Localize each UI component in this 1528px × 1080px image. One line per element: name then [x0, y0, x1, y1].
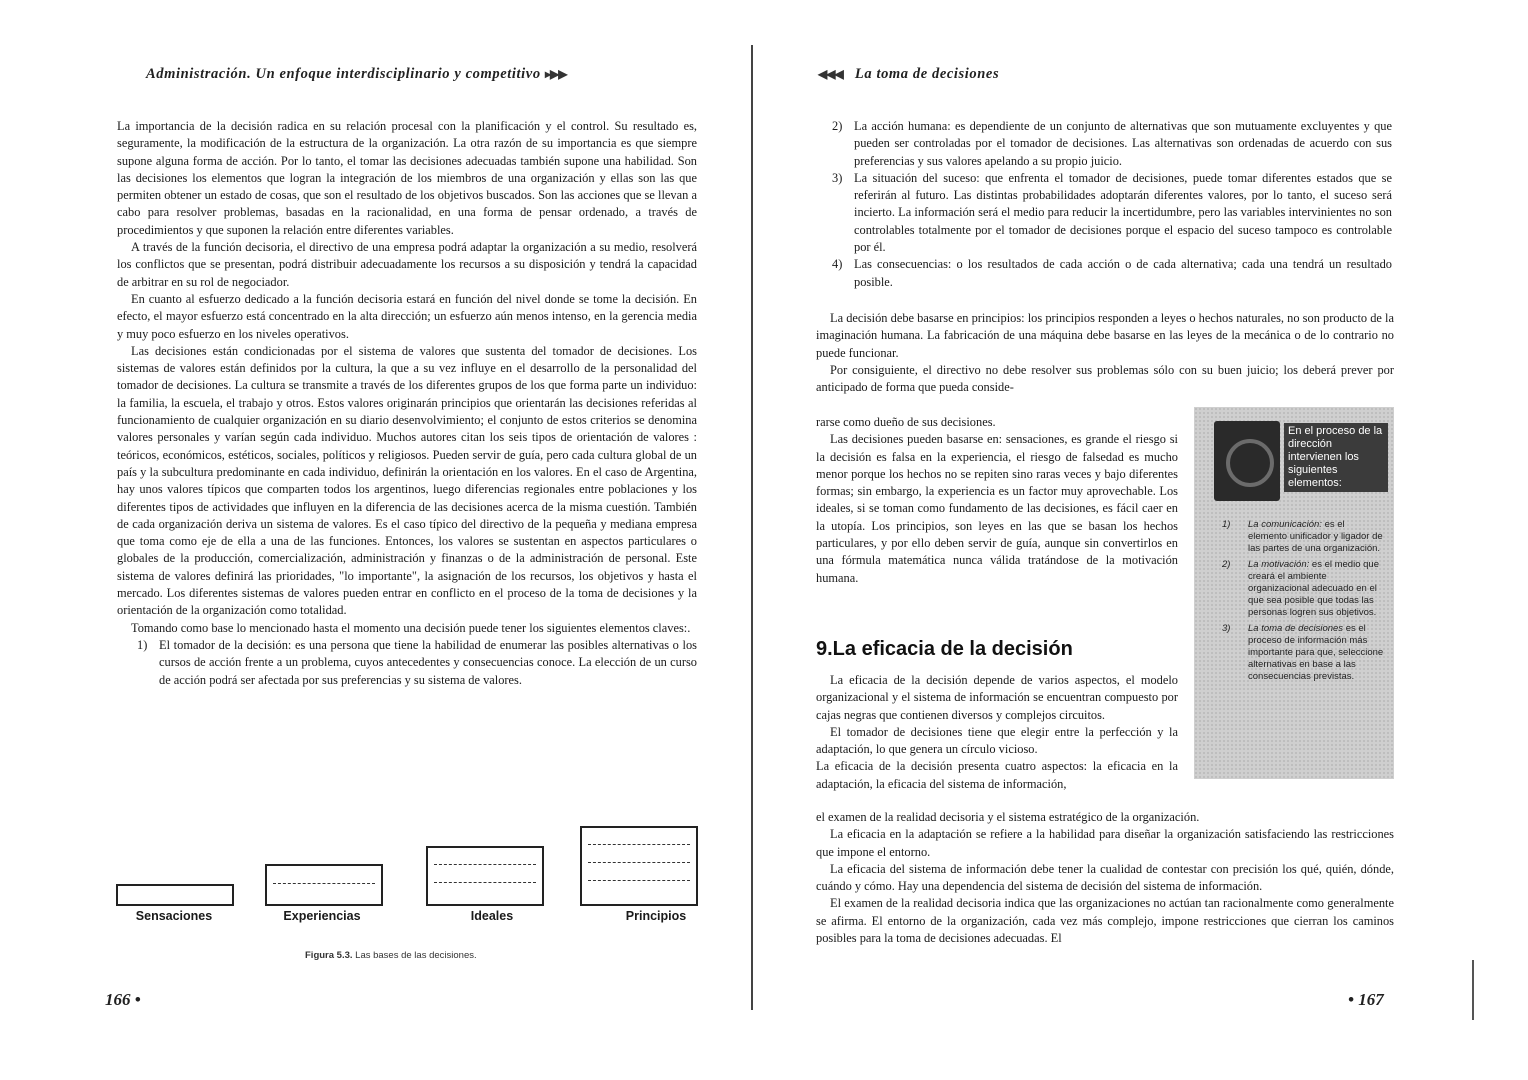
paragraph: el examen de la realidad decisoria y el sistema estratégico de la organización.	[816, 810, 1200, 824]
paragraph: La eficacia en la adaptación se refiere a la habilidad para diseñar la organización satisfaciendo las restricciones que impone el entorno.	[816, 827, 1394, 859]
sidebar-item	[1222, 623, 1386, 683]
list-item-number: 1)	[137, 637, 148, 652]
fig-dash-line	[588, 880, 690, 881]
paragraph: Por consiguiente, el directivo no debe resolver sus problemas sólo con su buen juicio; los deberá prever por anticipado de forma que pueda conside-	[816, 362, 1394, 395]
paragraph: A través de la función decisoria, el directivo de una empresa podrá adaptar la organización a su medio, resolverá los conflictos que se presentan, podrá distribuir adecuadamente los recursos a su disposición y tendrá la capacidad de arbitrar en su rol de negociador.	[117, 240, 697, 289]
right-page	[760, 0, 1528, 1080]
fig-label-sensaciones: Sensaciones	[135, 909, 213, 923]
fig-dash-line	[588, 862, 690, 863]
fig-box-ideales	[426, 846, 544, 906]
photo-ring-icon	[1226, 439, 1274, 487]
list-item	[832, 256, 1392, 291]
fig-box-sensaciones	[116, 884, 234, 906]
list-item-text: La situación del suceso: que enfrenta el tomador de decisiones, puede tomar diferentes estados que se referirán al futuro. Las distintas probabilidades adoptarán diferentes valores, por lo tanto, el suceso será incierto. La información será el medio para reducir la incertidumbre, pero las variables intervinientes no son controlables totalmente por el tomador de decisiones porque el espacio del suceso tampoco es controlable por él.	[854, 170, 1392, 255]
left-page-number: 166 •	[105, 990, 141, 1009]
paragraph: El tomador de decisiones tiene que elegir entre la perfección y la adaptación, lo que genera un círculo vicioso.	[816, 724, 1178, 757]
list-item	[832, 170, 1392, 256]
right-list-text	[832, 118, 1392, 291]
paragraph: Las decisiones están condicionadas por el sistema de valores que sustenta del tomador de decisiones. Los sistemas de valores están definidos por la cultura, la que a su vez influye en el desarrollo de la personalidad del tomador de decisiones. La cultura se transmite a través de los diferentes grupos de los que forma parte un individuo: la familia, la escuela, el trabajo y otros. Estos valores originarán principios que orientarán las decisiones referidas al funcionamiento de cualquier organización en su diario desenvolvimiento; el conjunto de estos criterios se denomina valores personales y varían según cada individuo. Muchos autores citan los seis tipos de orientación de valores : teóricos, económicos, estéticos, sociales, políticos y religiosos. Pueden servir de guía, pero cada cultura global de un país y la subcultura predominante en cada individuo, definirán la orientación en los valores. En el caso de Argentina, hay unos valores típicos que comparten todos los argentinos, luego diferencias regionales entre poblaciones y los diferentes tipos de actividades que influyen en la diferencia de las decisiones acerca de la misma cuestión. También de cada organización deriva un sistema de valores. Es el caso típico del directivo de la pequeña y mediana empresa que toma como eje de ella a una de las funciones. Entonces, los valores se sustentan en aspectos particulares o globales de la producción, comercialización, administración y finanzas o de la administración de personal. Este sistema de valores definirá las prioridades, "lo importante", la asignación de los recursos, los objetivos y hasta el mercado. Los diferentes sistemas de valores pueden entrar en conflicto en el proceso de la toma de decisiones y la orientación de la organización como totalidad.	[117, 343, 697, 618]
sidebar-item-body	[1248, 623, 1386, 683]
right-narrow-text-1	[816, 414, 1178, 587]
paragraph: La decisión debe basarse en principios: los principios responden a leyes o hechos naturales, no son producto de la imaginación humana. La fabricación de una máquina debe basarse en las leyes de la mecánica o de lo contrario no puede funcionar.	[816, 311, 1394, 360]
fig-label-experiencias: Experiencias	[283, 909, 361, 923]
fig-dash-line	[588, 844, 690, 845]
paragraph: Tomando como base lo mencionado hasta el momento una decisión puede tener los siguientes elementos claves:.	[131, 620, 691, 635]
list-item-number: 2)	[832, 119, 843, 133]
paragraph: En cuanto al esfuerzo dedicado a la función decisoria estará en función del nivel donde se tome la decisión. En efecto, el mayor esfuerzo está concentrado en la alta dirección; un esfuerzo aún menos intenso, en la gerencia media y muy poco esfuerzo en los niveles operativos.	[117, 291, 697, 341]
right-page-number: • 167	[1348, 990, 1384, 1009]
list-item	[137, 637, 697, 689]
sidebar-item-text: es el proceso de información más importante para que, seleccione alternativas en base a las consecuencias previstas.	[1248, 623, 1384, 682]
sidebar-item-body	[1248, 559, 1386, 619]
fig-dash-line	[434, 882, 536, 883]
left-body-text	[117, 118, 697, 689]
sidebar-item	[1222, 519, 1386, 555]
sidebar-item-text: es el medio que creará el ambiente organizacional adecuado en el que sea posible que todas las personas logren sus objetivos.	[1248, 559, 1379, 618]
sidebar-photo	[1214, 421, 1280, 501]
paragraph: rarse como dueño de sus decisiones.	[816, 415, 996, 429]
paragraph: La eficacia del sistema de información debe tener la cualidad de contestar con precisión los qué, quién, dónde, cuándo y cómo. Hay una dependencia del sistema de decisión del sistema de información.	[816, 861, 1394, 894]
list-item-text: La acción humana: es dependiente de un conjunto de alternativas que son mutuamente excluyentes y que pueden ser controladas por el tomador de decisiones. Las alternativas son ordenadas de acuerdo con sus preferencias y sus valores apelando a su propio juicio.	[854, 119, 1392, 168]
sidebar-item	[1222, 559, 1386, 619]
sidebar-item-term: La toma de decisiones	[1248, 623, 1344, 634]
right-narrow-text-2	[816, 672, 1178, 793]
sidebar-item-body	[1248, 519, 1386, 555]
list-item-text: El tomador de la decisión: es una persona que tiene la habilidad de enumerar las posibles alternativas o los cursos de acción frente a un problema, cuyos antecedentes y consecuencias conoce. La elección de un curso de acción podrá ser afectada por sus preferencias y su sistema de valores.	[159, 637, 697, 687]
sidebar-item-term: La motivación:	[1248, 559, 1310, 570]
fig-box-experiencias	[265, 864, 383, 906]
sidebar-item-term: La comunicación:	[1248, 519, 1322, 530]
sidebar-list	[1222, 519, 1386, 687]
left-page	[0, 0, 760, 1080]
sidebar-item-number: 3)	[1222, 623, 1231, 634]
paragraph: Las decisiones pueden basarse en: sensaciones, es grande el riesgo si la decisión es falsa en la experiencia, el riesgo de falsedad es mucho menor porque los hechos no se repiten sino raras veces y bajo diferentes formas; sin embargo, la experiencia es un factor muy aprovechable. Los ideales, si se toman como fundamento de las decisiones, es fácil caer en la utopía. Los principios, son leyes en las que se basan los hechos particulares, y por ello deben servir de guía, aunque sin convertirlos en una fórmula matemática nunca válida tratándose de la motivación humana.	[816, 432, 1178, 585]
fig-label-ideales: Ideales	[470, 909, 514, 923]
paragraph: La eficacia de la decisión depende de varios aspectos, el modelo organizacional y el sistema de información se encuentran compuesto por cajas negras que contienen diversos y complejos circuitos.	[816, 673, 1178, 722]
fig-label-principios: Principios	[625, 909, 687, 923]
paragraph: La importancia de la decisión radica en su relación procesal con la planificación y el control. Su resultado es, seguramente, la modificación de la estructura de la organización. La otra razón de su importancia es que siempre supone alguna forma de acción. Por lo tanto, el tomar las decisiones adecuadas también supone una habilidad. Son las decisiones los elementos que logran la integración de los miembros de una organización y ellas son las que permiten obtener un estado de cosas, que son el resultado de los objetivos buscados. Son las acciones que se llevan a cabo para resolver problemas, basadas en la racionalidad, en una forma de pensar ordenado, a través de procedimientos y que suponen la relación entre diferentes variables.	[117, 119, 697, 237]
left-running-head-text: Administración. Un enfoque interdisciplinario y competitivo	[146, 66, 541, 82]
paragraph: El examen de la realidad decisoria indica que las organizaciones no actúan tan racionalmente como generalmente se afirma. El entorno de la organización, cada vez más complejo, impone restricciones que cierran los caminos posibles para la toma de decisiones adecuadas. El	[816, 896, 1394, 946]
list-item-number: 3)	[832, 170, 843, 185]
elements-list-continued	[832, 118, 1392, 291]
sidebar-item-number: 2)	[1222, 559, 1231, 570]
left-running-head	[146, 66, 566, 83]
right-running-head-text: La toma de decisiones	[854, 66, 1000, 82]
list-item-text: Las consecuencias: o los resultados de cada acción o de cada alternativa; cada una tendrá un resultado posible.	[854, 257, 1392, 289]
fig-box-principios	[580, 826, 698, 906]
list-item-number: 4)	[832, 257, 843, 272]
figure-bases-decisiones	[110, 822, 710, 972]
sidebar-item-number: 1)	[1222, 519, 1231, 530]
right-mid-text	[816, 310, 1394, 396]
list-item	[832, 118, 1392, 170]
sidebar-box	[1194, 407, 1394, 779]
right-running-head	[818, 66, 999, 83]
fig-dash-line	[273, 883, 375, 884]
figure-caption-number: Figura 5.3.	[305, 950, 353, 961]
figure-caption-text: Las bases de las decisiones.	[355, 950, 477, 961]
sidebar-heading: En el proceso de la dirección intervienen los siguientes elementos:	[1284, 423, 1388, 492]
elements-list	[137, 637, 697, 689]
arrows-left-icon: ◀◀◀	[818, 67, 843, 81]
section-title: 9.La eficacia de la decisión	[816, 638, 1073, 660]
arrows-right-icon: ▸▶▶	[544, 67, 567, 81]
paragraph: La eficacia de la decisión presenta cuatro aspectos: la eficacia en la adaptación, la eficacia del sistema de información,	[816, 759, 1178, 791]
right-bottom-text	[816, 809, 1394, 947]
fig-dash-line	[434, 864, 536, 865]
sidebar-item-text: es el elemento unificador y ligador de las partes de una organización.	[1248, 519, 1383, 554]
figure-caption	[305, 950, 477, 961]
